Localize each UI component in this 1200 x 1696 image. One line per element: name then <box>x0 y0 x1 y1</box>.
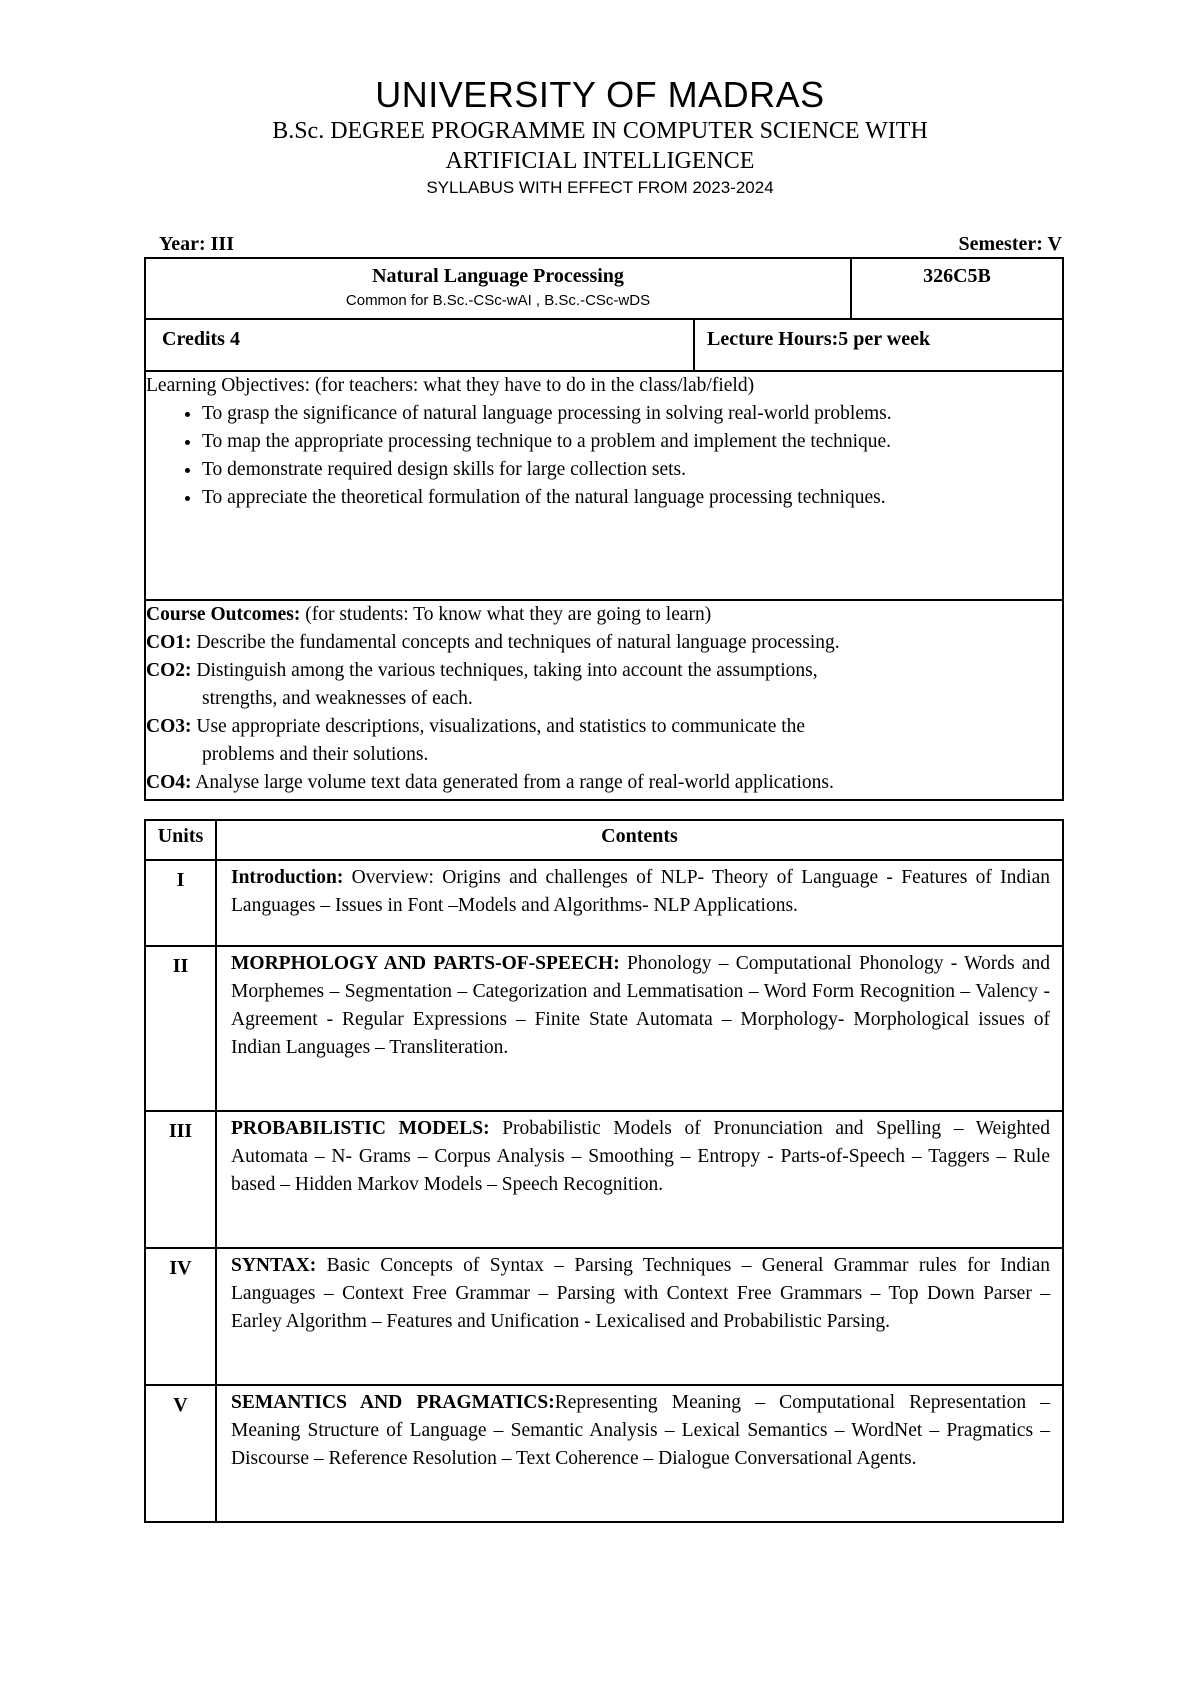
credits: Credits 4 <box>162 328 240 350</box>
course-code-cell <box>851 258 1063 319</box>
unit-contents: MORPHOLOGY AND PARTS-OF-SPEECH: Phonology – Computational Phonology - Words and Morphemes – Segmentation – Categorization and Lemmatisation – Word Form Recognition – Valency - Agreement - Regular Expressions – Finite State Automata – Morphology- Morphological issues of Indian Languages – Transliteration. <box>216 946 1063 1111</box>
year-label: Year: III <box>159 233 234 255</box>
table-row <box>145 1385 1063 1522</box>
table-row <box>145 860 1063 946</box>
unit-contents: SYNTAX: Basic Concepts of Syntax – Parsing Techniques – General Grammar rules for Indian Languages – Context Free Grammar – Parsing with Context Free Grammars – Top Down Parser – Earley Algorithm – Features and Unification - Lexicalised and Probabilistic Parsing. <box>216 1248 1063 1385</box>
course-outcomes-cell <box>145 600 1063 800</box>
course-outcome-3-continued: problems and their solutions. <box>202 744 429 765</box>
programme-line-2: ARTIFICIAL INTELLIGENCE <box>445 148 755 174</box>
course-common-for: Common for B.Sc.-CSc-wAI , B.Sc.-CSc-wDS <box>345 292 651 309</box>
learning-objectives-heading: Learning Objectives: (for teachers: what they have to do in the class/lab/field) <box>146 375 755 396</box>
contents-column-header: Contents <box>216 820 1063 860</box>
unit-contents: PROBABILISTIC MODELS: Probabilistic Models of Pronunciation and Spelling – Weighted Automata – N- Grams – Corpus Analysis – Smoothing – Entropy - Parts-of-Speech – Taggers – Rule based – Hidden Markov Models – Speech Recognition. <box>216 1111 1063 1248</box>
semester-label: Semester: V <box>958 233 1062 255</box>
list-item: • To appreciate the theoretical formulation of the natural language processing techniques. <box>202 484 1062 512</box>
unit-number: II <box>145 946 216 1111</box>
list-item: • To demonstrate required design skills for large collection sets. <box>202 456 1062 484</box>
course-outcome-3: CO3: Use appropriate descriptions, visualizations, and statistics to communicate the <box>146 716 806 737</box>
course-outcome-2: CO2: Distinguish among the various techniques, taking into account the assumptions, <box>146 660 818 681</box>
learning-objectives-cell <box>145 371 1063 600</box>
programme-line-1: B.Sc. DEGREE PROGRAMME IN COMPUTER SCIENCE WITH <box>272 118 928 144</box>
lecture-hours-cell <box>694 319 1063 371</box>
table-row <box>145 946 1063 1111</box>
unit-number: V <box>145 1385 216 1522</box>
unit-contents: SEMANTICS AND PRAGMATICS:Representing Meaning – Computational Representation – Meaning Structure of Language – Semantic Analysis – Lexical Semantics – WordNet – Pragmatics – Discourse – Reference Resolution – Text Coherence – Dialogue Conversational Agents. <box>216 1385 1063 1522</box>
course-details-table <box>144 257 1064 801</box>
course-name-cell <box>145 258 851 319</box>
list-item: • To grasp the significance of natural language processing in solving real-world problems. <box>202 400 1062 428</box>
syllabus-effect-line: SYLLABUS WITH EFFECT FROM 2023-2024 <box>426 178 774 197</box>
units-table <box>144 819 1064 1523</box>
course-code: 326C5B <box>923 265 991 287</box>
course-outcome-4: CO4: Analyse large volume text data generated from a range of real-world applications. <box>146 772 834 793</box>
course-outcomes-heading: Course Outcomes: (for students: To know what they are going to learn) <box>146 604 712 625</box>
learning-objectives-list <box>146 400 1062 512</box>
table-row <box>145 1111 1063 1248</box>
units-column-header: Units <box>145 820 216 860</box>
course-outcome-2-continued: strengths, and weaknesses of each. <box>202 688 473 709</box>
table-row <box>145 1248 1063 1385</box>
course-name: Natural Language Processing <box>372 265 624 287</box>
unit-number: IV <box>145 1248 216 1385</box>
unit-contents: Introduction: Overview: Origins and challenges of NLP- Theory of Language - Features of Indian Languages – Issues in Font –Models and Algorithms- NLP Applications. <box>216 860 1063 946</box>
university-title: UNIVERSITY OF MADRAS <box>375 74 825 115</box>
credits-cell <box>145 319 694 371</box>
unit-number: I <box>145 860 216 946</box>
lecture-hours: Lecture Hours:5 per week <box>707 328 931 350</box>
list-item: • To map the appropriate processing technique to a problem and implement the technique. <box>202 428 1062 456</box>
course-outcome-1: CO1: Describe the fundamental concepts and techniques of natural language processing. <box>146 632 840 653</box>
unit-number: III <box>145 1111 216 1248</box>
